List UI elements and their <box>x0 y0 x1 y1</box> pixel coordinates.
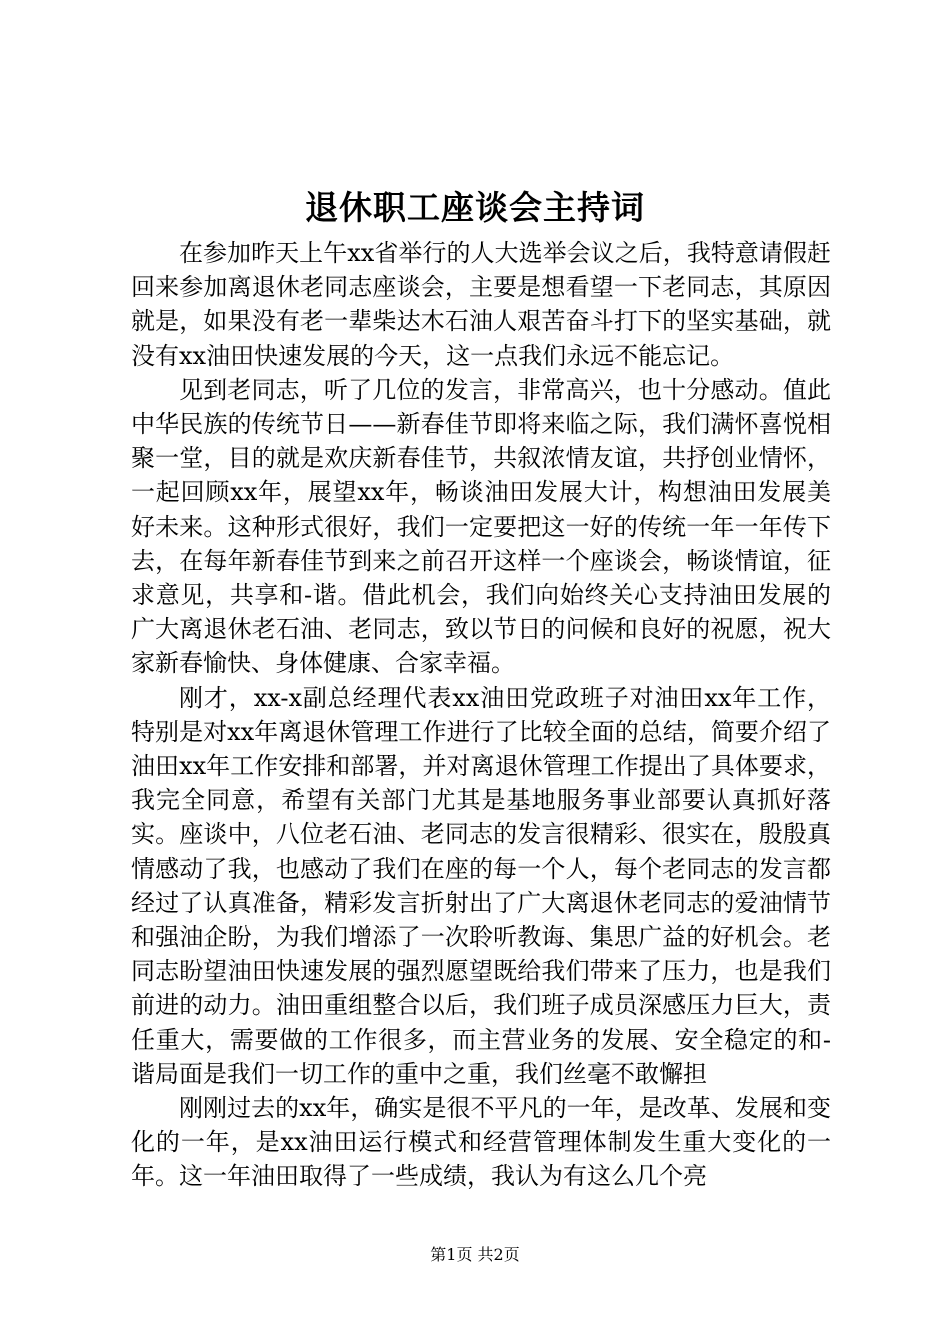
paragraph: 刚刚过去的xx年，确实是很不平凡的一年，是改革、发展和变化的一年，是xx油田运行模式和经营管理体制发生重大变化的一年。这一年油田取得了一些成绩，我认为有这么几个亮 <box>131 1094 831 1191</box>
document-title: 退休职工座谈会主持词 <box>305 188 645 227</box>
paragraph: 在参加昨天上午xx省举行的人大选举会议之后，我特意请假赶回来参加离退休老同志座谈会，主要是想看望一下老同志，其原因就是，如果没有老一辈柴达木石油人艰苦奋斗打下的坚实基础，就没有xx油田快速发展的今天，这一点我们永远不能忘记。 <box>131 239 831 370</box>
document-body <box>131 236 831 1194</box>
paragraph: 刚才，xx-x副总经理代表xx油田党政班子对油田xx年工作，特别是对xx年离退休管理工作进行了比较全面的总结，简要介绍了油田xx年工作安排和部署，并对离退休管理工作提出了具体要求，我完全同意，希望有关部门尤其是基地服务事业部要认真抓好落实。座谈中，八位老石油、老同志的发言很精彩、很实在，殷殷真情感动了我，也感动了我们在座的每一个人，每个老同志的发言都经过了认真准备，精彩发言折射出了广大离退休老同志的爱油情节和强油企盼，为我们增添了一次聆听教诲、集思广益的好机会。老同志盼望油田快速发展的强烈愿望既给我们带来了压力，也是我们前进的动力。油田重组整合以后，我们班子成员深感压力巨大，责任重大，需要做的工作很多，而主营业务的发展、安全稳定的和-谐局面是我们一切工作的重中之重，我们丝毫不敢懈担 <box>131 683 831 1088</box>
page-indicator: 第1页 共2页 <box>430 1245 520 1264</box>
paragraph: 见到老同志，听了几位的发言，非常高兴，也十分感动。值此中华民族的传统节日——新春佳节即将来临之际，我们满怀喜悦相聚一堂，目的就是欢庆新春佳节，共叙浓情友谊，共抒创业情怀，一起回顾xx年，展望xx年，畅谈油田发展大计，构想油田发展美好未来。这种形式很好，我们一定要把这一好的传统一年一年传下去，在每年新春佳节到来之前召开这样一个座谈会，畅谈情谊，征求意见，共享和-谐。借此机会，我们向始终关心支持油田发展的广大离退休老石油、老同志，致以节日的问候和良好的祝愿，祝大家新春愉快、身体健康、合家幸福。 <box>131 375 831 678</box>
